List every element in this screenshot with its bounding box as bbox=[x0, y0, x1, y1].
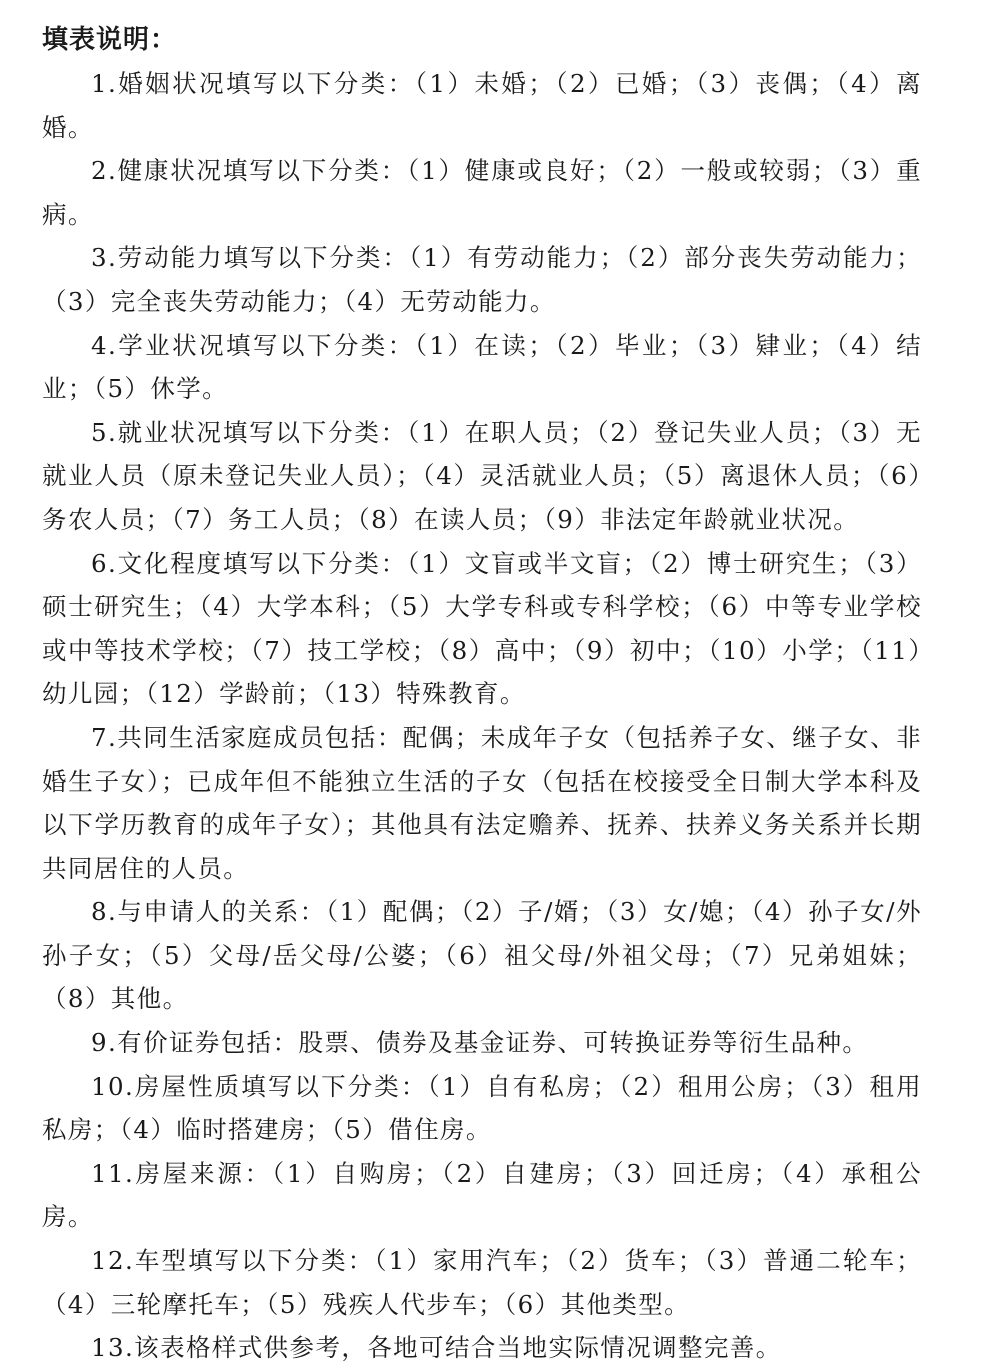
instructions-page bbox=[42, 18, 922, 1370]
instruction-item-labor-ability: 3.劳动能力填写以下分类：（1）有劳动能力；（2）部分丧失劳动能力；（3）完全丧失劳动能力；（4）无劳动能力。 bbox=[42, 243, 922, 316]
instruction-item-housing-source: 11.房屋来源：（1）自购房；（2）自建房；（3）回迁房；（4）承租公房。 bbox=[42, 1158, 922, 1232]
instruction-item-note: 13.该表格样式供参考，各地可结合当地实际情况调整完善。 bbox=[91, 1333, 782, 1363]
instruction-item-study-status: 4.学业状况填写以下分类：（1）在读；（2）毕业；（3）肄业；（4）结业；（5）休学。 bbox=[42, 330, 922, 404]
instructions-heading: 填表说明： bbox=[42, 25, 178, 55]
instruction-item-vehicle-type: 12.车型填写以下分类：（1）家用汽车；（2）货车；（3）普通二轮车；（4）三轮摩托车；（5）残疾人代步车；（6）其他类型。 bbox=[42, 1246, 922, 1319]
instruction-item-securities: 9.有价证券包括：股票、债券及基金证券、可转换证券等衍生品种。 bbox=[91, 1028, 869, 1058]
instruction-item-relationship: 8.与申请人的关系：（1）配偶；（2）子/婿；（3）女/媳；（4）孙子女/外孙子女；（5）父母/岳父母/公婆；（6）祖父母/外祖父母；（7）兄弟姐妹；（8）其他。 bbox=[42, 897, 922, 1014]
instruction-item-employment-status: 5.就业状况填写以下分类：（1）在职人员；（2）登记失业人员；（3）无就业人员（原未登记失业人员）；（4）灵活就业人员；（5）离退休人员；（6）务农人员；（7）务工人员；（8）在读人员；（9）非法定年龄就业状况。 bbox=[42, 417, 922, 534]
instruction-item-marital-status: 1.婚姻状况填写以下分类：（1）未婚；（2）已婚；（3）丧偶；（4）离婚。 bbox=[42, 69, 922, 142]
instruction-item-household-members: 7.共同生活家庭成员包括：配偶；未成年子女（包括养子女、继子女、非婚生子女）；已成年但不能独立生活的子女（包括在校接受全日制大学本科及以下学历教育的成年子女）；其他具有法定赡养、抚养、扶养义务关系并长期共同居住的人员。 bbox=[42, 722, 922, 883]
instruction-item-housing-type: 10.房屋性质填写以下分类：（1）自有私房；（2）租用公房；（3）租用私房；（4）临时搭建房；（5）借住房。 bbox=[42, 1071, 922, 1145]
instruction-item-education-level: 6.文化程度填写以下分类：（1）文盲或半文盲；（2）博士研究生；（3）硕士研究生；（4）大学本科；（5）大学专科或专科学校；（6）中等专业学校或中等技术学校；（7）技工学校；（8）高中；（9）初中；（10）小学；（11）幼儿园；（12）学龄前；（13）特殊教育。 bbox=[42, 548, 922, 709]
instruction-item-health-status: 2.健康状况填写以下分类：（1）健康或良好；（2）一般或较弱；（3）重病。 bbox=[42, 156, 922, 229]
